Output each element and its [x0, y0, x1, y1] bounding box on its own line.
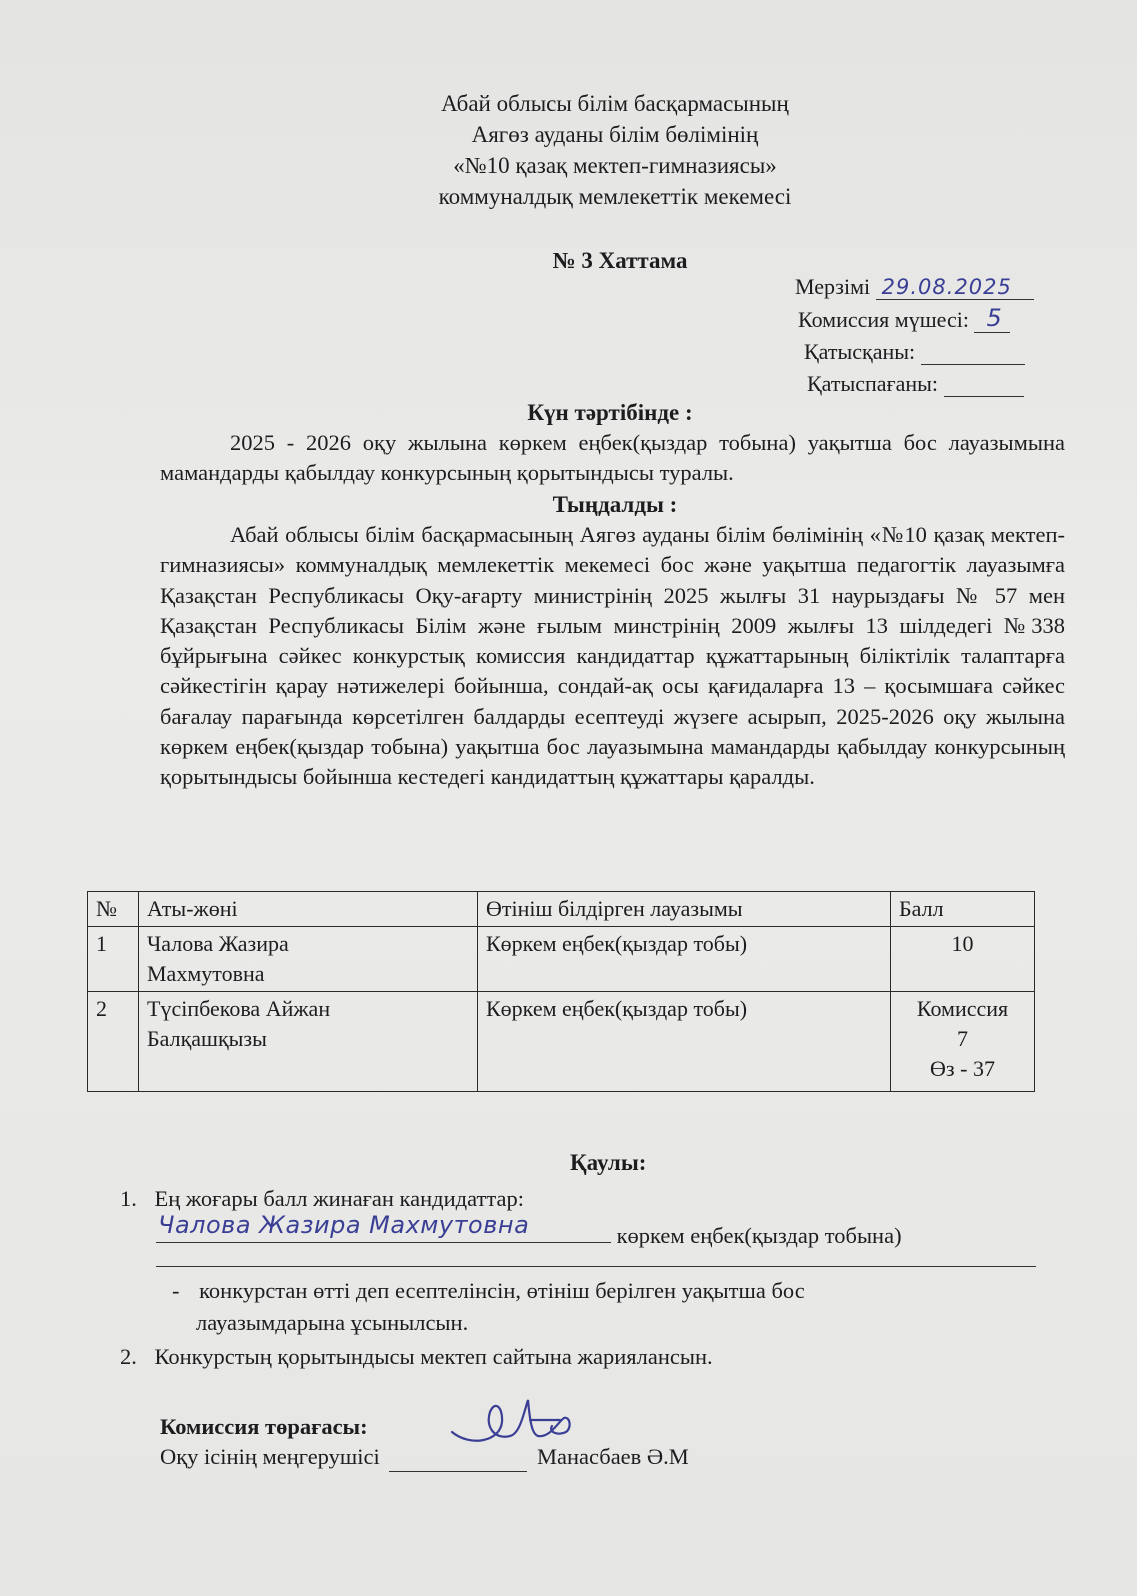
heard-body: Абай облысы білім басқармасының Аягөз ауданы білім бөлімінің «№10 қазақ мектеп-гимназиясы» коммуналдық мемлекеттік мекемесі бос және уақытша педагогтік лауазымға Қазақстан Республикасы Оқу-ағарту министрінің 2025 жылғы 31 наурыздағы № 57 мен Қазақстан Республикасы Білім және ғылым минстрінің 2009 жылғы 13 шілдедегі №338 бұйрығына сәйкес конкурстық комиссия кандидаттар құжаттарының біліктілік талаптарға сәйкестігін қарау нәтижелері бойынша, сондай-ақ осы қағидаларға 13 – қосымшаға сәйкес бағалау парағында көрсетілген балдарды есептеуді жүзеге асырып, 2025-2026 оқу жылына көркем еңбек(қыздар тобына) уақытша бос лауазымына мамандарды қабылдау конкурсының қорытындысы бойынша кестедегі кандидаттың құжаттары қаралды. — [160, 522, 1065, 790]
chair-name: Манасбаев Ә.М — [536, 1444, 689, 1469]
score-line-2: 7 — [957, 1026, 968, 1051]
decision-heading: Қаулы: — [570, 1150, 647, 1175]
absent-row — [807, 371, 1024, 397]
organization-header — [0, 88, 1137, 212]
commission-row — [798, 304, 1010, 333]
winner-handwritten: Чалова Жазира Махмутовна — [158, 1211, 530, 1239]
header-name: Аты-жөні — [139, 892, 478, 927]
protocol-title: № 3 Хаттама — [552, 248, 688, 273]
name-line-2: Махмутовна — [147, 961, 265, 986]
date-handwritten: 29.08.2025 — [881, 275, 1012, 299]
present-field — [921, 340, 1025, 365]
commission-handwritten: 5 — [986, 304, 1003, 332]
winner-line — [156, 1211, 902, 1251]
row-num: 2 — [88, 992, 139, 1092]
signature-row — [160, 1442, 689, 1472]
name-line-1: Чалова Жазира — [147, 931, 289, 956]
blank-underline — [156, 1266, 1036, 1267]
header-line-3: «№10 қазақ мектеп-гимназиясы» — [453, 153, 777, 178]
name-line-1: Түсіпбекова Айжан — [147, 996, 331, 1021]
present-label: Қатысқаны: — [804, 339, 916, 364]
agenda-body: 2025 - 2026 оқу жылына көркем еңбек(қыздар тобына) уақытша бос лауазымына мамандарды қабылдау конкурсының қорытындысы туралы. — [160, 430, 1065, 486]
absent-label: Қатыспағаны: — [807, 371, 939, 396]
table-header-row — [88, 892, 1035, 927]
heard-heading: Тыңдалды : — [552, 492, 678, 517]
item-1-number: 1. — [120, 1186, 137, 1211]
signature-scribble — [440, 1392, 590, 1462]
agenda-heading: Күн тәртібінде : — [527, 400, 693, 425]
subitem-line-1: конкурстан өтті деп есептелінсін, өтініш берілген уақытша бос — [199, 1278, 805, 1303]
winner-suffix: көркем еңбек(қыздар тобына) — [616, 1223, 902, 1248]
row-name — [139, 927, 478, 992]
commission-field — [974, 304, 1010, 333]
header-line-2: Аягөз ауданы білім бөлімінің — [471, 122, 759, 147]
subitem-dash: - — [172, 1278, 180, 1303]
row-name — [139, 992, 478, 1092]
signature-block — [160, 1412, 689, 1472]
date-field — [876, 275, 1034, 300]
subitem-line-2: лауазымдарына ұсынылсын. — [196, 1310, 469, 1335]
heard-text — [160, 520, 1065, 793]
decision-item-2 — [120, 1342, 713, 1372]
candidates-table — [87, 891, 1035, 1092]
score-line-3: Өз - 37 — [930, 1056, 995, 1081]
row-score — [891, 992, 1035, 1092]
commission-label: Комиссия мүшесі: — [798, 307, 969, 332]
decision-subitem — [172, 1276, 805, 1306]
date-row — [795, 274, 1034, 300]
name-line-2: Балқашқызы — [147, 1026, 267, 1051]
row-position: Көркем еңбек(қыздар тобы) — [478, 927, 891, 992]
row-num: 1 — [88, 927, 139, 992]
date-label: Мерзімі — [795, 274, 871, 299]
agenda-text — [160, 428, 1065, 489]
present-row — [804, 339, 1025, 365]
absent-field — [944, 372, 1024, 397]
header-line-1: Абай облысы білім басқармасының — [441, 91, 789, 116]
score-line-1: Комиссия — [916, 996, 1009, 1021]
table-row — [88, 927, 1035, 992]
header-position: Өтініш білдірген лауазымы — [478, 892, 891, 927]
header-num: № — [88, 892, 139, 927]
header-score: Балл — [891, 892, 1035, 927]
item-2-text: Конкурстың қорытындысы мектеп сайтына жариялансын. — [154, 1344, 713, 1369]
chair-label: Комиссия төрағасы: — [160, 1414, 368, 1439]
row-position: Көркем еңбек(қыздар тобы) — [478, 992, 891, 1092]
winner-field — [156, 1211, 611, 1243]
row-score: 10 — [891, 927, 1035, 992]
table-row — [88, 992, 1035, 1092]
header-line-4: коммуналдық мемлекеттік мекемесі — [438, 184, 792, 209]
item-1-text: Ең жоғары балл жинаған кандидаттар: — [154, 1186, 524, 1211]
chair-role: Оқу ісінің меңгерушісі — [160, 1444, 380, 1469]
item-2-number: 2. — [120, 1344, 137, 1369]
